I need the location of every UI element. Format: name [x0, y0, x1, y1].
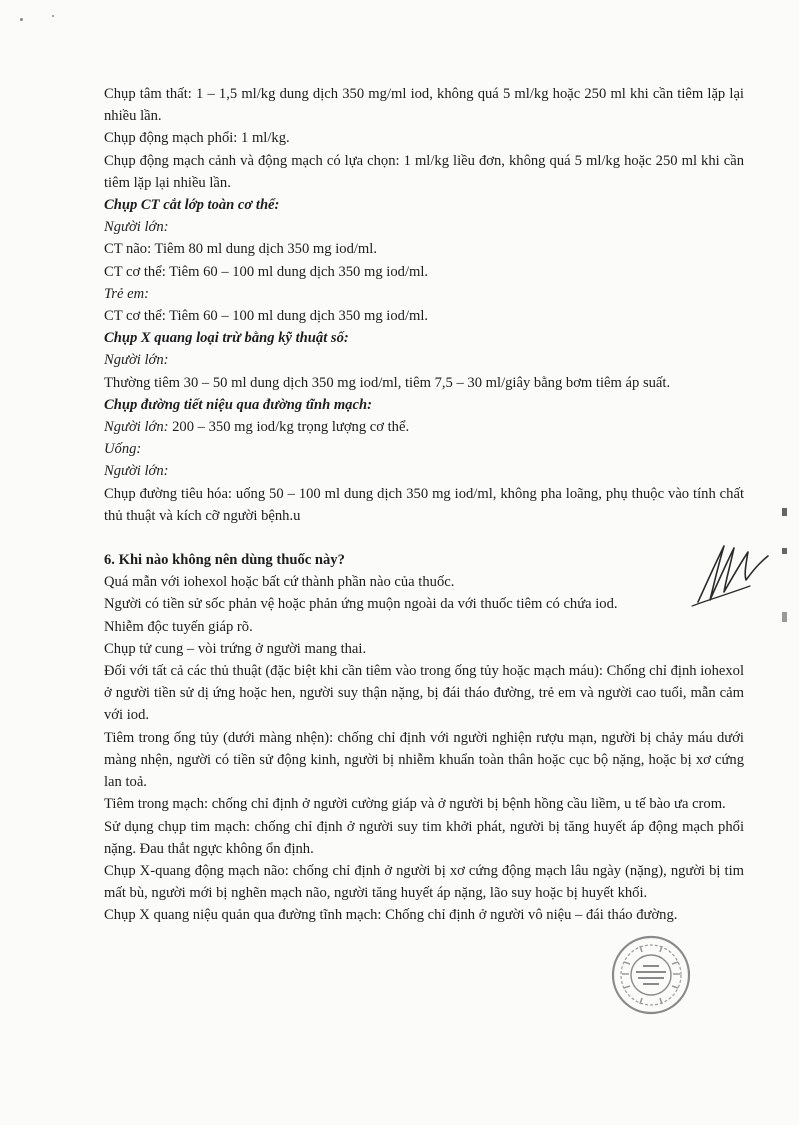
contraindication-line: Chụp tử cung – vòi trứng ở người mang thai.	[104, 640, 367, 657]
text-line: CT cơ thể: Tiêm 60 – 100 ml dung dịch 350 mg iod/ml.	[104, 308, 429, 325]
contraindication-line: Nhiễm độc tuyến giáp rõ.	[104, 618, 253, 635]
edge-mark	[782, 612, 787, 622]
subheading-urinary: Chụp đường tiết niệu qua đường tĩnh mạch:	[104, 396, 372, 413]
subheading-xray: Chụp X quang loại trừ bằng kỹ thuật số:	[104, 330, 349, 347]
text-line: Chụp đường tiêu hóa: uống 50 – 100 ml dung dịch 350 mg iod/ml, không pha loãng, phụ thuộc vào tính chất thủ thuật và kích cỡ người bệnh.u	[104, 485, 744, 524]
contraindication-line: Tiêm trong ống tủy (dưới màng nhện): chống chỉ định với người nghiện rượu mạn, người bị chảy máu dưới màng nhện, người có tiền sử động kinh, người bị nhiễm khuẩn toàn thân hoặc cục bộ nặng, hoặc bị xơ cứng lan toả.	[104, 729, 744, 791]
section-heading-6: 6. Khi nào không nên dùng thuốc này?	[104, 552, 345, 569]
contraindication-line: Đối với tất cả các thủ thuật (đặc biệt khi cần tiêm vào trong ống tủy hoặc mạch máu): Chống chỉ định iohexol ở người tiền sử dị ứng hoặc hen, người suy thận nặng, bị đái tháo đường, trẻ em và người cao tuổi, mẫn cảm với iod.	[104, 663, 744, 724]
signature-mark	[688, 540, 780, 612]
contraindication-line: Tiêm trong mạch: chống chỉ định ở người cường giáp và ở người bị bệnh hồng cầu liềm, u tế bào ưa crom.	[104, 796, 726, 813]
scan-speck	[20, 18, 23, 21]
text-line	[104, 416, 744, 438]
text-line: Chụp động mạch phổi: 1 ml/kg.	[104, 130, 290, 147]
contraindication-line: Chụp X-quang động mạch não: chống chỉ định ở người bị xơ cứng động mạch lâu ngày (nặng), người bị tim mất bù, người mới bị nghẽn mạch não, người tăng huyết áp nặng, lão suy hoặc bị huyết khối.	[104, 862, 744, 902]
scan-speck	[52, 15, 54, 17]
label-adult: Người lớn:	[104, 352, 169, 369]
edge-mark	[782, 548, 787, 554]
label-adult: Người lớn:	[104, 219, 169, 236]
document-body	[104, 83, 744, 927]
text-line: CT não: Tiêm 80 ml dung dịch 350 mg iod/ml.	[104, 241, 377, 258]
label-oral: Uống:	[104, 441, 142, 458]
label-adult: Người lớn:	[104, 419, 169, 436]
official-stamp	[610, 934, 692, 1016]
label-child: Trẻ em:	[104, 285, 149, 302]
text-line: CT cơ thể: Tiêm 60 – 100 ml dung dịch 350 mg iod/ml.	[104, 263, 429, 280]
contraindication-line: Sử dụng chụp tim mạch: chống chỉ định ở người suy tim khởi phát, người bị tăng huyết áp động mạch phổi nặng. Đau thắt ngực không ổn định.	[104, 818, 744, 857]
text-line: Chụp tâm thất: 1 – 1,5 ml/kg dung dịch 350 mg/ml iod, không quá 5 ml/kg hoặc 250 ml khi cần tiêm lặp lại nhiều lần.	[104, 86, 744, 125]
text-line: Chụp động mạch cảnh và động mạch có lựa chọn: 1 ml/kg liều đơn, không quá 5 ml/kg hoặc 250 ml khi cần tiêm lặp lại nhiều lần.	[104, 152, 744, 191]
text-line: Thường tiêm 30 – 50 ml dung dịch 350 mg iod/ml, tiêm 7,5 – 30 ml/giây bằng bơm tiêm áp suất.	[104, 374, 671, 391]
label-adult: Người lớn:	[104, 463, 169, 480]
contraindication-line: Quá mẫn với iohexol hoặc bất cứ thành phần nào của thuốc.	[104, 574, 455, 591]
contraindication-line: Người có tiền sử sốc phản vệ hoặc phản ứng muộn ngoài da với thuốc tiêm có chứa iod.	[104, 596, 618, 613]
edge-mark	[782, 508, 787, 516]
contraindication-line: Chụp X quang niệu quản qua đường tĩnh mạch: Chống chỉ định ở người vô niệu – đái tháo đường.	[104, 907, 678, 924]
dose-text: 200 – 350 mg iod/kg trọng lượng cơ thể.	[168, 419, 410, 436]
subheading-ct: Chụp CT cắt lớp toàn cơ thể:	[104, 197, 280, 214]
